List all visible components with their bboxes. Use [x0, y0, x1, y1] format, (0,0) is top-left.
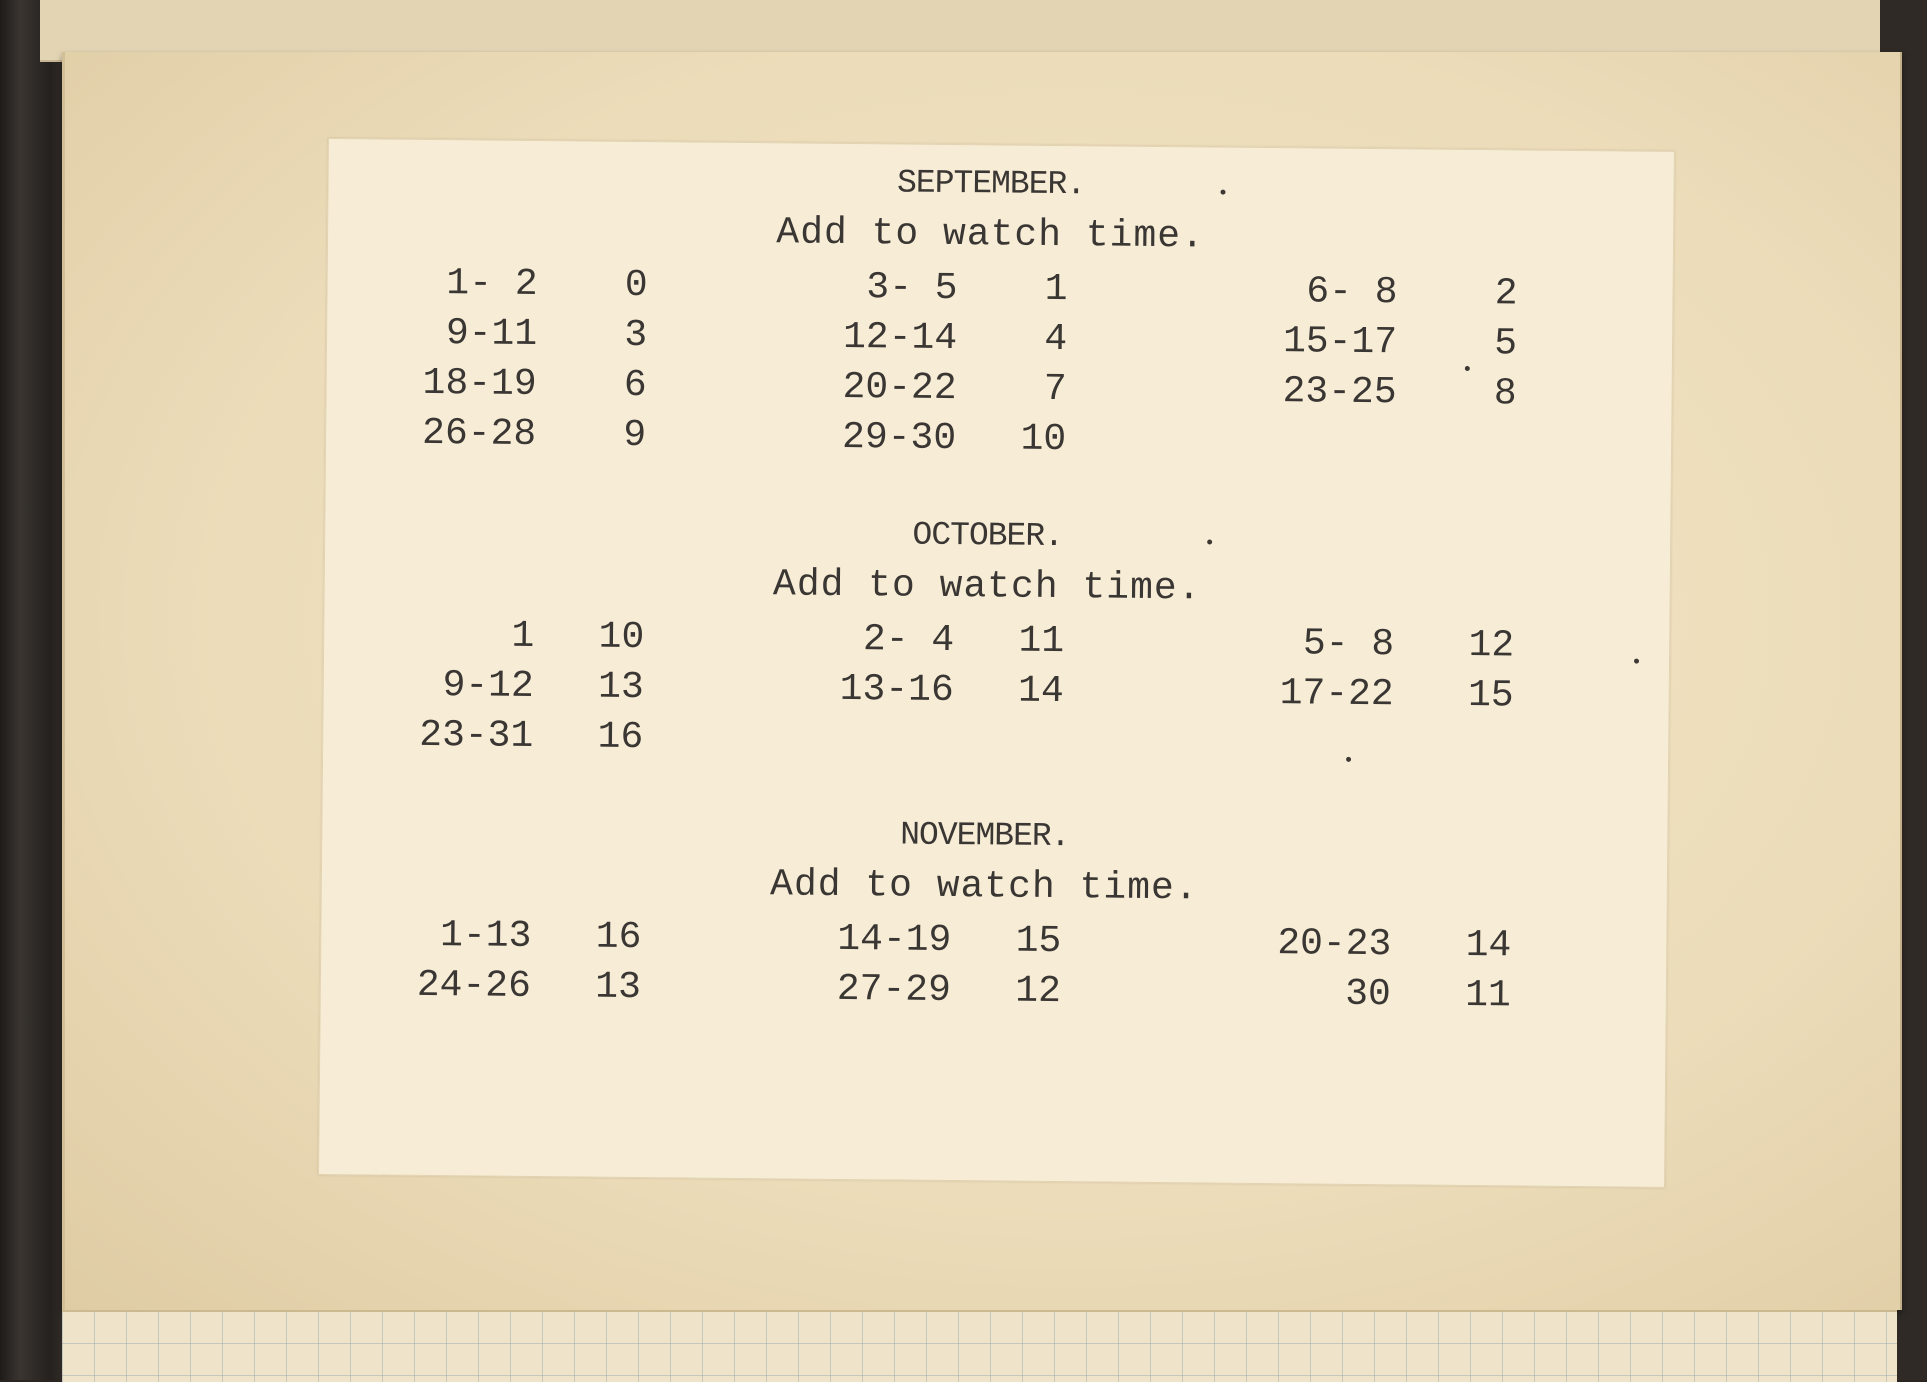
minutes-value: 1: [1044, 267, 1068, 312]
minutes-value: 7: [1043, 367, 1067, 412]
minutes-value: 14: [1465, 923, 1512, 968]
date-range: 27-29: [836, 967, 952, 1013]
date-range: 30: [1345, 972, 1392, 1017]
minutes-value: 13: [597, 665, 644, 710]
minutes-value: 2: [1494, 272, 1518, 316]
minutes-value: 0: [624, 263, 648, 308]
minutes-value: 14: [1017, 669, 1064, 714]
month-title: SEPTEMBER.: [896, 164, 1086, 204]
minutes-value: 12: [1015, 969, 1062, 1014]
ink-speck: [1220, 190, 1225, 195]
minutes-value: [1426, 422, 1516, 423]
date-range: 9-12: [442, 664, 534, 708]
date-range: 5- 8: [1302, 622, 1395, 667]
date-range: 1-13: [439, 914, 532, 958]
minutes-value: 15: [1015, 919, 1062, 964]
month-title: OCTOBER.: [912, 516, 1064, 556]
date-range: 3- 5: [866, 266, 958, 311]
date-range: 23-25: [1282, 370, 1397, 415]
section-september: [329, 159, 1674, 462]
date-range: 12-14: [842, 315, 958, 361]
ink-speck: [1634, 659, 1639, 664]
date-range: 23-31: [419, 713, 534, 758]
section-november: [323, 811, 1668, 1018]
date-range: 18-19: [422, 361, 537, 407]
date-range: 20-23: [1277, 922, 1392, 967]
minutes-value: 3: [624, 313, 648, 358]
minutes-value: 15: [1467, 673, 1514, 718]
instruction: Add to watch time.: [769, 863, 1199, 911]
date-range: 15-17: [1282, 320, 1398, 365]
instruction: Add to watch time.: [776, 211, 1206, 259]
minutes-value: [973, 719, 1063, 720]
date-range: 1- 2: [446, 262, 538, 307]
minutes-value: 9: [623, 413, 647, 458]
minutes-value: 8: [1493, 372, 1517, 416]
date-range: 26-28: [421, 411, 537, 457]
date-range: 24-26: [416, 963, 532, 1008]
instruction: Add to watch time.: [772, 563, 1202, 611]
date-range: 2- 4: [862, 618, 955, 663]
date-range: 9-11: [445, 312, 538, 357]
minutes-value: 11: [1018, 619, 1065, 664]
ink-speck: [1207, 539, 1212, 544]
minutes-value: 10: [1020, 417, 1067, 462]
date-range: 29-30: [841, 415, 957, 461]
minutes-value: 13: [595, 965, 642, 1010]
typed-sheet: [318, 138, 1675, 1188]
minutes-value: 10: [598, 615, 645, 660]
date-range: 14-19: [837, 917, 952, 963]
minutes-value: 16: [597, 715, 644, 760]
ruled-page-edge: [62, 1310, 1897, 1382]
month-title: NOVEMBER.: [900, 816, 1070, 856]
date-range: 13-16: [839, 667, 954, 713]
ink-speck: [1346, 757, 1351, 762]
date-range: 1: [511, 614, 535, 659]
date-range: 17-22: [1279, 672, 1394, 717]
minutes-value: 6: [623, 363, 647, 408]
ink-speck: [1465, 366, 1470, 371]
section-october: [325, 511, 1670, 760]
date-range: 6- 8: [1306, 270, 1398, 315]
minutes-value: 5: [1494, 322, 1518, 366]
minutes-value: 16: [595, 915, 642, 960]
minutes-value: 4: [1044, 317, 1068, 362]
date-range: 20-22: [842, 365, 957, 411]
minutes-value: 11: [1465, 973, 1512, 1018]
minutes-value: [1423, 724, 1513, 725]
minutes-value: 12: [1468, 623, 1515, 668]
